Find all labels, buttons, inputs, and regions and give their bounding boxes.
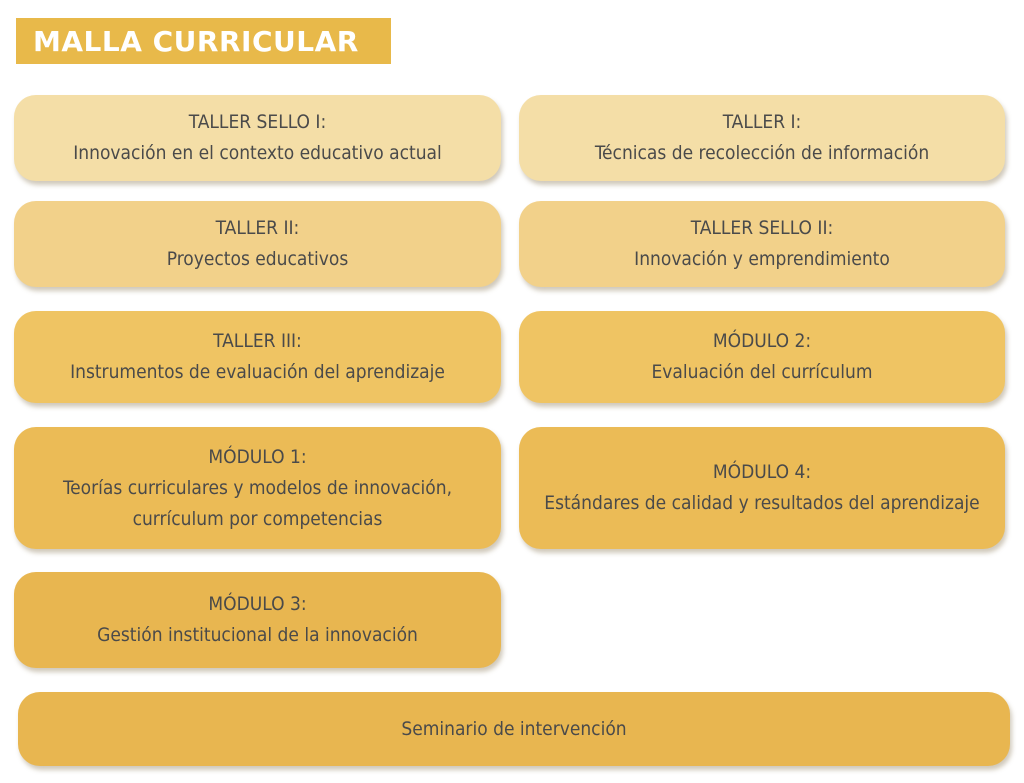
course-heading: MÓDULO 2:	[712, 330, 812, 352]
course-heading: TALLER II:	[215, 217, 300, 239]
course-box-taller-1	[519, 95, 1005, 181]
course-box-taller-sello-2	[519, 201, 1005, 287]
course-heading: TALLER III:	[213, 330, 302, 352]
course-heading: MÓDULO 3:	[208, 593, 307, 615]
course-description: Teorías curriculares y modelos de innovación,	[62, 476, 453, 499]
course-box-modulo-3	[14, 572, 501, 668]
course-heading: TALLER SELLO I:	[188, 111, 327, 133]
course-description: Instrumentos de evaluación del aprendizaje	[70, 361, 445, 383]
course-description: Estándares de calidad y resultados del aprendizaje	[544, 492, 980, 514]
course-heading: TALLER I:	[722, 111, 802, 133]
course-description: Proyectos educativos	[166, 248, 349, 270]
course-heading: TALLER SELLO II:	[690, 217, 834, 239]
course-description: Seminario de intervención	[401, 717, 627, 740]
course-box-modulo-1	[14, 427, 501, 549]
course-heading: MÓDULO 4:	[712, 461, 812, 483]
course-box-modulo-4	[519, 427, 1005, 549]
course-description: Innovación en el contexto educativo actual	[73, 142, 442, 164]
course-description: Gestión institucional de la innovación	[97, 624, 418, 646]
page-title: MALLA CURRICULAR	[16, 18, 391, 64]
course-box-modulo-2	[519, 311, 1005, 403]
course-description-line2: currículum por competencias	[132, 507, 383, 530]
course-box-taller-3	[14, 311, 501, 403]
course-box-taller-2	[14, 201, 501, 287]
course-description: Evaluación del currículum	[651, 361, 873, 383]
course-description: Técnicas de recolección de información	[594, 142, 930, 164]
course-heading: MÓDULO 1:	[208, 445, 307, 468]
course-box-seminario	[18, 692, 1010, 766]
course-box-taller-sello-1	[14, 95, 501, 181]
course-description: Innovación y emprendimiento	[634, 248, 890, 270]
